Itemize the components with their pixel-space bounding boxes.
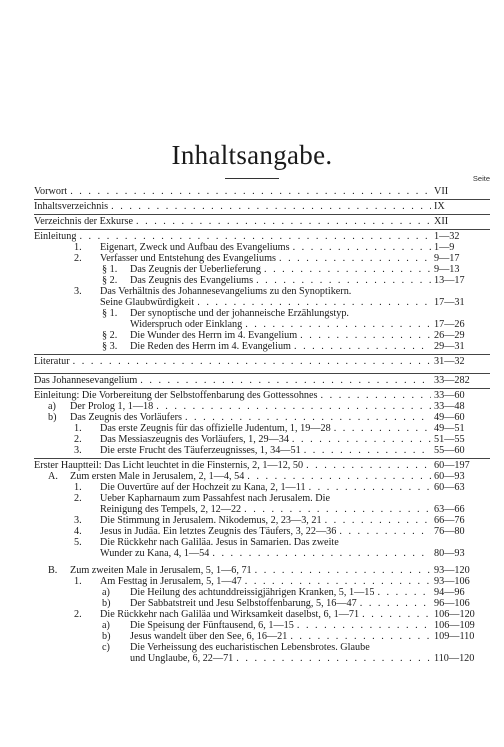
toc-entry-number: 3. bbox=[74, 286, 82, 297]
toc-entry-number: a) bbox=[102, 620, 110, 631]
toc-entry-number: 3. bbox=[74, 445, 82, 456]
toc-entry-number bbox=[74, 504, 100, 515]
toc-entry-number: b) bbox=[102, 631, 111, 642]
toc-entry bbox=[34, 587, 490, 598]
toc-entry-number: 1. bbox=[74, 423, 82, 434]
toc-entry bbox=[34, 526, 490, 537]
toc-entry-page: 31—32 bbox=[434, 356, 465, 367]
toc-entry-number: 5. bbox=[74, 537, 82, 548]
toc-entry-continuation: Seine Glaubwürdigkeit bbox=[100, 297, 195, 308]
toc-entry bbox=[34, 565, 490, 576]
toc-entry bbox=[34, 515, 490, 526]
toc-entry bbox=[34, 214, 490, 227]
dot-leader bbox=[136, 216, 431, 227]
dot-leader bbox=[377, 587, 431, 598]
dot-leader bbox=[292, 434, 431, 445]
toc-entry-title: Die Rückkehr nach Galiläa und Wirksamkeit daselbst, 6, 1—71 bbox=[100, 609, 360, 620]
toc-entry-number: 2. bbox=[74, 253, 82, 264]
toc-entry bbox=[34, 445, 490, 456]
toc-entry-page: 109—110 bbox=[434, 631, 475, 642]
dot-leader bbox=[279, 253, 431, 264]
toc-entry-number: § 1. bbox=[102, 308, 118, 319]
toc-entry-number: c) bbox=[102, 642, 110, 653]
dot-leader bbox=[111, 201, 431, 212]
toc-entry-title: Das Zeugnis des Vorläufers bbox=[70, 412, 182, 423]
toc-entry-page: 96—106 bbox=[434, 598, 470, 609]
toc-entry-title: Das Zeugnis des Evangeliums bbox=[130, 275, 254, 286]
toc-entry-title: Zum zweiten Male in Jerusalem, 5, 1—6, 71 bbox=[70, 565, 252, 576]
toc-entry-number: B. bbox=[48, 565, 58, 576]
toc-entry-number: 2. bbox=[74, 609, 82, 620]
toc-entry-continuation: und Unglaube, 6, 22—71 bbox=[130, 653, 234, 664]
toc-entry bbox=[34, 609, 490, 620]
toc-entry-number bbox=[74, 548, 100, 559]
toc-entry bbox=[34, 229, 490, 242]
toc-entry-title: Verzeichnis der Exkurse bbox=[34, 216, 134, 227]
dot-leader bbox=[304, 445, 431, 456]
toc-entry bbox=[34, 423, 490, 434]
toc-entry-title: Die Verheissung des eucharistischen Lebensbrotes. Glaube bbox=[130, 642, 370, 653]
toc-entry bbox=[34, 186, 490, 197]
toc-entry-page: 66—76 bbox=[434, 515, 465, 526]
dot-leader bbox=[140, 375, 431, 386]
toc-entry-title: Literatur bbox=[34, 356, 70, 367]
dot-leader bbox=[300, 330, 431, 341]
page-title: Inhaltsangabe. bbox=[171, 140, 333, 170]
toc-entry-page: 1—9 bbox=[434, 242, 455, 253]
dot-leader bbox=[156, 401, 431, 412]
toc-entry-number: § 2. bbox=[102, 275, 118, 286]
toc-entry bbox=[34, 493, 490, 515]
toc-entry-page: 60—93 bbox=[434, 471, 465, 482]
toc-entry bbox=[34, 264, 490, 275]
toc-entry-title: Zum ersten Male in Jerusalem, 2, 1—4, 54 bbox=[70, 471, 245, 482]
toc-entry-title: Eigenart, Zweck und Aufbau des Evangeliums bbox=[100, 242, 290, 253]
toc-entry bbox=[34, 458, 490, 471]
toc-entry-page: 106—109 bbox=[434, 620, 475, 631]
toc-entry-title: Ueber Kapharnaum zum Passahfest nach Jerusalem. Die bbox=[100, 493, 330, 504]
toc-entry bbox=[34, 373, 490, 386]
dot-leader bbox=[256, 275, 431, 286]
dot-leader bbox=[245, 576, 431, 587]
toc-entry-title: Verfasser und Entstehung des Evangeliums bbox=[100, 253, 276, 264]
toc-entry-page: 9—17 bbox=[434, 253, 460, 264]
toc-entry bbox=[34, 642, 490, 664]
toc-entry-page: 94—96 bbox=[434, 587, 465, 598]
toc-entry-title: Die Wunder des Herrn im 4. Evangelium bbox=[130, 330, 298, 341]
toc-entry-number: § 1. bbox=[102, 264, 118, 275]
dot-leader bbox=[309, 482, 431, 493]
toc-entry-title: Einleitung: Die Vorbereitung der Selbstoffenbarung des Gottessohnes bbox=[34, 390, 318, 401]
toc-entry bbox=[34, 308, 490, 330]
toc-entry-number bbox=[102, 653, 130, 664]
toc-entry bbox=[34, 482, 490, 493]
toc-entry-number: § 3. bbox=[102, 341, 118, 352]
toc-entry-title: Am Festtag in Jerusalem, 5, 1—47 bbox=[100, 576, 242, 587]
dot-leader bbox=[339, 526, 431, 537]
toc-entry-page: 29—31 bbox=[434, 341, 465, 352]
dot-leader bbox=[264, 264, 431, 275]
toc-entry-continuation: Wunder zu Kana, 4, 1—54 bbox=[100, 548, 210, 559]
toc-entry bbox=[34, 471, 490, 482]
toc-entry-page: 17—31 bbox=[434, 297, 465, 308]
toc-entry-title: Jesus in Judäa. Ein letztes Zeugnis des Täufers, 3, 22—36 bbox=[100, 526, 337, 537]
toc-entry-number: § 2. bbox=[102, 330, 118, 341]
dot-leader bbox=[293, 242, 431, 253]
toc-entry-page: 63—66 bbox=[434, 504, 465, 515]
dot-leader bbox=[255, 565, 431, 576]
toc-entry bbox=[34, 253, 490, 264]
toc-entry bbox=[34, 401, 490, 412]
toc-entry-title: Das erste Zeugnis für das offizielle Judentum, 1, 19—28 bbox=[100, 423, 331, 434]
toc-entry-title: Vorwort bbox=[34, 186, 68, 197]
toc-entry-title: Die Heilung des achtunddreissigjährigen Kranken, 5, 1—15 bbox=[130, 587, 375, 598]
toc-entry bbox=[34, 537, 490, 559]
table-of-contents bbox=[34, 186, 490, 664]
toc-entry bbox=[34, 341, 490, 352]
toc-entry-title: Der synoptische und der johanneische Erzählungstyp. bbox=[130, 308, 349, 319]
toc-entry-page: VII bbox=[434, 186, 449, 197]
toc-entry-continuation: Reinigung des Tempels, 2, 12—22 bbox=[100, 504, 242, 515]
toc-entry-title: Der Prolog 1, 1—18 bbox=[70, 401, 154, 412]
toc-entry-title: Die Ouvertüre auf der Hochzeit zu Kana, 2, 1—11 bbox=[100, 482, 306, 493]
toc-entry-continuation: Widerspruch oder Einklang bbox=[130, 319, 243, 330]
title-divider bbox=[225, 178, 279, 179]
toc-entry-title: Die Stimmung in Jerusalem. Nikodemus, 2, 23—3, 21 bbox=[100, 515, 322, 526]
toc-entry-title: Der Sabbatstreit und Jesu Selbstoffenbarung, 5, 16—47 bbox=[130, 598, 357, 609]
toc-entry-title: Die Rückkehr nach Galiläa. Jesus in Samarien. Das zweite bbox=[100, 537, 339, 548]
toc-entry-page: 93—120 bbox=[434, 565, 470, 576]
toc-entry-number: b) bbox=[48, 412, 57, 423]
toc-entry bbox=[34, 620, 490, 631]
dot-leader bbox=[362, 609, 431, 620]
toc-entry-title: Die Speisung der Fünftausend, 6, 1—15 bbox=[130, 620, 294, 631]
toc-entry-number: 1. bbox=[74, 242, 82, 253]
dot-leader bbox=[325, 515, 431, 526]
toc-entry bbox=[34, 388, 490, 401]
toc-entry-number: 2. bbox=[74, 434, 82, 445]
dot-leader bbox=[73, 356, 431, 367]
toc-entry-title: Inhaltsverzeichnis bbox=[34, 201, 109, 212]
toc-entry-title: Das Johannesevangelium bbox=[34, 375, 138, 386]
toc-entry-title: Die erste Frucht des Täuferzeugnisses, 1, 34—51 bbox=[100, 445, 301, 456]
toc-entry bbox=[34, 242, 490, 253]
toc-entry bbox=[34, 275, 490, 286]
toc-entry bbox=[34, 631, 490, 642]
dot-leader bbox=[290, 631, 431, 642]
toc-entry-page: 33—48 bbox=[434, 401, 465, 412]
toc-entry-page: 49—51 bbox=[434, 423, 465, 434]
toc-entry-number: A. bbox=[48, 471, 58, 482]
toc-entry bbox=[34, 412, 490, 423]
dot-leader bbox=[197, 297, 431, 308]
page-column-label: Seite bbox=[472, 174, 490, 183]
dot-leader bbox=[297, 620, 431, 631]
dot-leader bbox=[244, 504, 431, 515]
toc-entry bbox=[34, 598, 490, 609]
toc-entry-page: 17—26 bbox=[434, 319, 465, 330]
toc-entry-title: Das Messiaszeugnis des Vorläufers, 1, 29—34 bbox=[100, 434, 289, 445]
toc-entry-page: 55—60 bbox=[434, 445, 465, 456]
toc-entry-number: 3. bbox=[74, 515, 82, 526]
toc-entry-page: 76—80 bbox=[434, 526, 465, 537]
toc-entry-title: Das Zeugnis der Ueberlieferung bbox=[130, 264, 261, 275]
toc-entry-page: 33—282 bbox=[434, 375, 470, 386]
toc-entry-page: 51—55 bbox=[434, 434, 465, 445]
toc-entry-title: Einleitung bbox=[34, 231, 77, 242]
toc-entry-page: 9—13 bbox=[434, 264, 460, 275]
toc-entry bbox=[34, 330, 490, 341]
toc-entry bbox=[34, 286, 490, 308]
toc-entry bbox=[34, 354, 490, 367]
toc-entry-page: 33—60 bbox=[434, 390, 465, 401]
toc-entry-number: b) bbox=[102, 598, 111, 609]
toc-entry-number: a) bbox=[48, 401, 56, 412]
toc-entry bbox=[34, 434, 490, 445]
toc-entry-title: Das Verhältnis des Johannesevangeliums zu den Synoptikern. bbox=[100, 286, 352, 297]
toc-entry-number: 1. bbox=[74, 576, 82, 587]
dot-leader bbox=[294, 341, 431, 352]
dot-leader bbox=[236, 653, 431, 664]
dot-leader bbox=[334, 423, 431, 434]
toc-entry-page: 1—32 bbox=[434, 231, 460, 242]
toc-entry-title: Erster Hauptteil: Das Licht leuchtet in die Finsternis, 2, 1—12, 50 bbox=[34, 460, 304, 471]
toc-entry-page: IX bbox=[434, 201, 445, 212]
toc-entry-page: 60—197 bbox=[434, 460, 470, 471]
dot-leader bbox=[306, 460, 431, 471]
toc-entry bbox=[34, 199, 490, 212]
toc-entry-number: 2. bbox=[74, 493, 82, 504]
dot-leader bbox=[79, 231, 431, 242]
toc-entry-page: 93—106 bbox=[434, 576, 470, 587]
toc-entry-page: 49—60 bbox=[434, 412, 465, 423]
dot-leader bbox=[70, 186, 431, 197]
toc-entry-number: 4. bbox=[74, 526, 82, 537]
toc-entry-number bbox=[74, 297, 100, 308]
dot-leader bbox=[360, 598, 431, 609]
toc-entry-page: 80—93 bbox=[434, 548, 465, 559]
dot-leader bbox=[212, 548, 431, 559]
dot-leader bbox=[247, 471, 431, 482]
toc-entry-page: XII bbox=[434, 216, 449, 227]
toc-entry bbox=[34, 576, 490, 587]
toc-entry-number: 1. bbox=[74, 482, 82, 493]
toc-entry-title: Jesus wandelt über den See, 6, 16—21 bbox=[130, 631, 288, 642]
toc-entry-page: 13—17 bbox=[434, 275, 465, 286]
toc-entry-page: 110—120 bbox=[434, 653, 475, 664]
toc-entry-page: 60—63 bbox=[434, 482, 465, 493]
toc-entry-number bbox=[102, 319, 130, 330]
dot-leader bbox=[185, 412, 431, 423]
toc-entry-page: 106—120 bbox=[434, 609, 475, 620]
dot-leader bbox=[321, 390, 431, 401]
dot-leader bbox=[245, 319, 431, 330]
toc-entry-number: a) bbox=[102, 587, 110, 598]
toc-entry-page: 26—29 bbox=[434, 330, 465, 341]
toc-entry-title: Die Reden des Herrn im 4. Evangelium bbox=[130, 341, 291, 352]
